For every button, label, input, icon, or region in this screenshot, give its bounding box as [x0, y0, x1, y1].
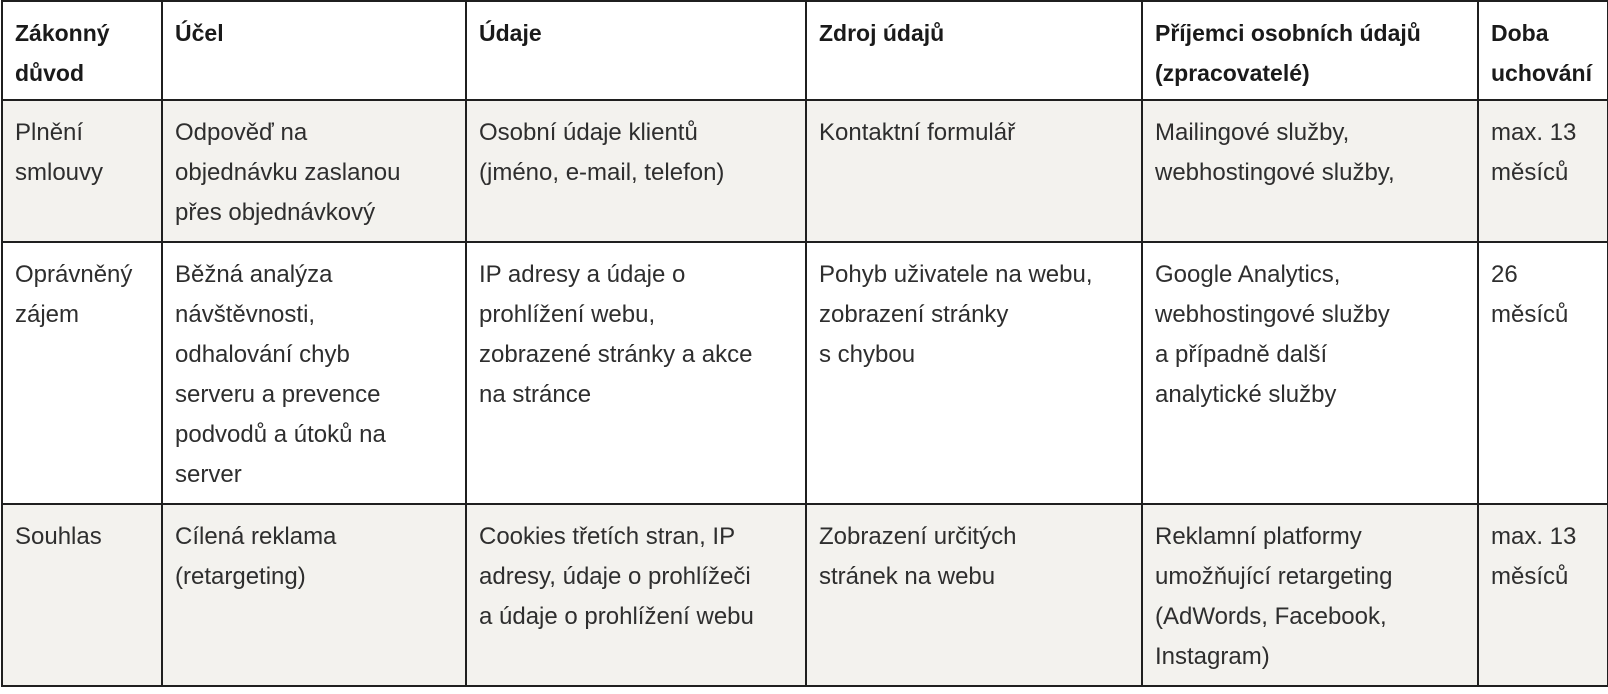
header-recipients: Příjemci osobních údajů (zpracovatelé)	[1142, 1, 1478, 100]
cell-legal-basis: Souhlas	[2, 504, 162, 686]
cell-recipients: Google Analytics, webhostingové služby a případně další analytické služby	[1142, 242, 1478, 504]
table-header-row	[2, 1, 1608, 100]
cell-retention: max. 13 měsíců	[1478, 504, 1608, 686]
table-row	[2, 504, 1608, 686]
cell-data-source: Pohyb uživatele na webu, zobrazení stránky s chybou	[806, 242, 1142, 504]
cell-retention: 26 měsíců	[1478, 242, 1608, 504]
cell-data-source: Zobrazení určitých stránek na webu	[806, 504, 1142, 686]
header-data-source: Zdroj údajů	[806, 1, 1142, 100]
header-legal-basis: Zákonný důvod	[2, 1, 162, 100]
cell-data: IP adresy a údaje o prohlížení webu, zobrazené stránky a akce na stránce	[466, 242, 806, 504]
cell-retention: max. 13 měsíců	[1478, 100, 1608, 242]
cell-purpose: Odpověď na objednávku zaslanou přes objednávkový	[162, 100, 466, 242]
cell-recipients: Mailingové služby, webhostingové služby,	[1142, 100, 1478, 242]
header-retention: Doba uchování	[1478, 1, 1608, 100]
cell-data-source: Kontaktní formulář	[806, 100, 1142, 242]
data-processing-table	[1, 0, 1608, 687]
cell-purpose: Běžná analýza návštěvnosti, odhalování chyb serveru a prevence podvodů a útoků na server	[162, 242, 466, 504]
table-row	[2, 242, 1608, 504]
cell-data: Osobní údaje klientů (jméno, e-mail, telefon)	[466, 100, 806, 242]
cell-recipients: Reklamní platformy umožňující retargeting (AdWords, Facebook, Instagram)	[1142, 504, 1478, 686]
header-purpose: Účel	[162, 1, 466, 100]
cell-legal-basis: Plnění smlouvy	[2, 100, 162, 242]
table-row	[2, 100, 1608, 242]
cell-legal-basis: Oprávněný zájem	[2, 242, 162, 504]
cell-data: Cookies třetích stran, IP adresy, údaje o prohlížeči a údaje o prohlížení webu	[466, 504, 806, 686]
cell-purpose: Cílená reklama (retargeting)	[162, 504, 466, 686]
header-data: Údaje	[466, 1, 806, 100]
